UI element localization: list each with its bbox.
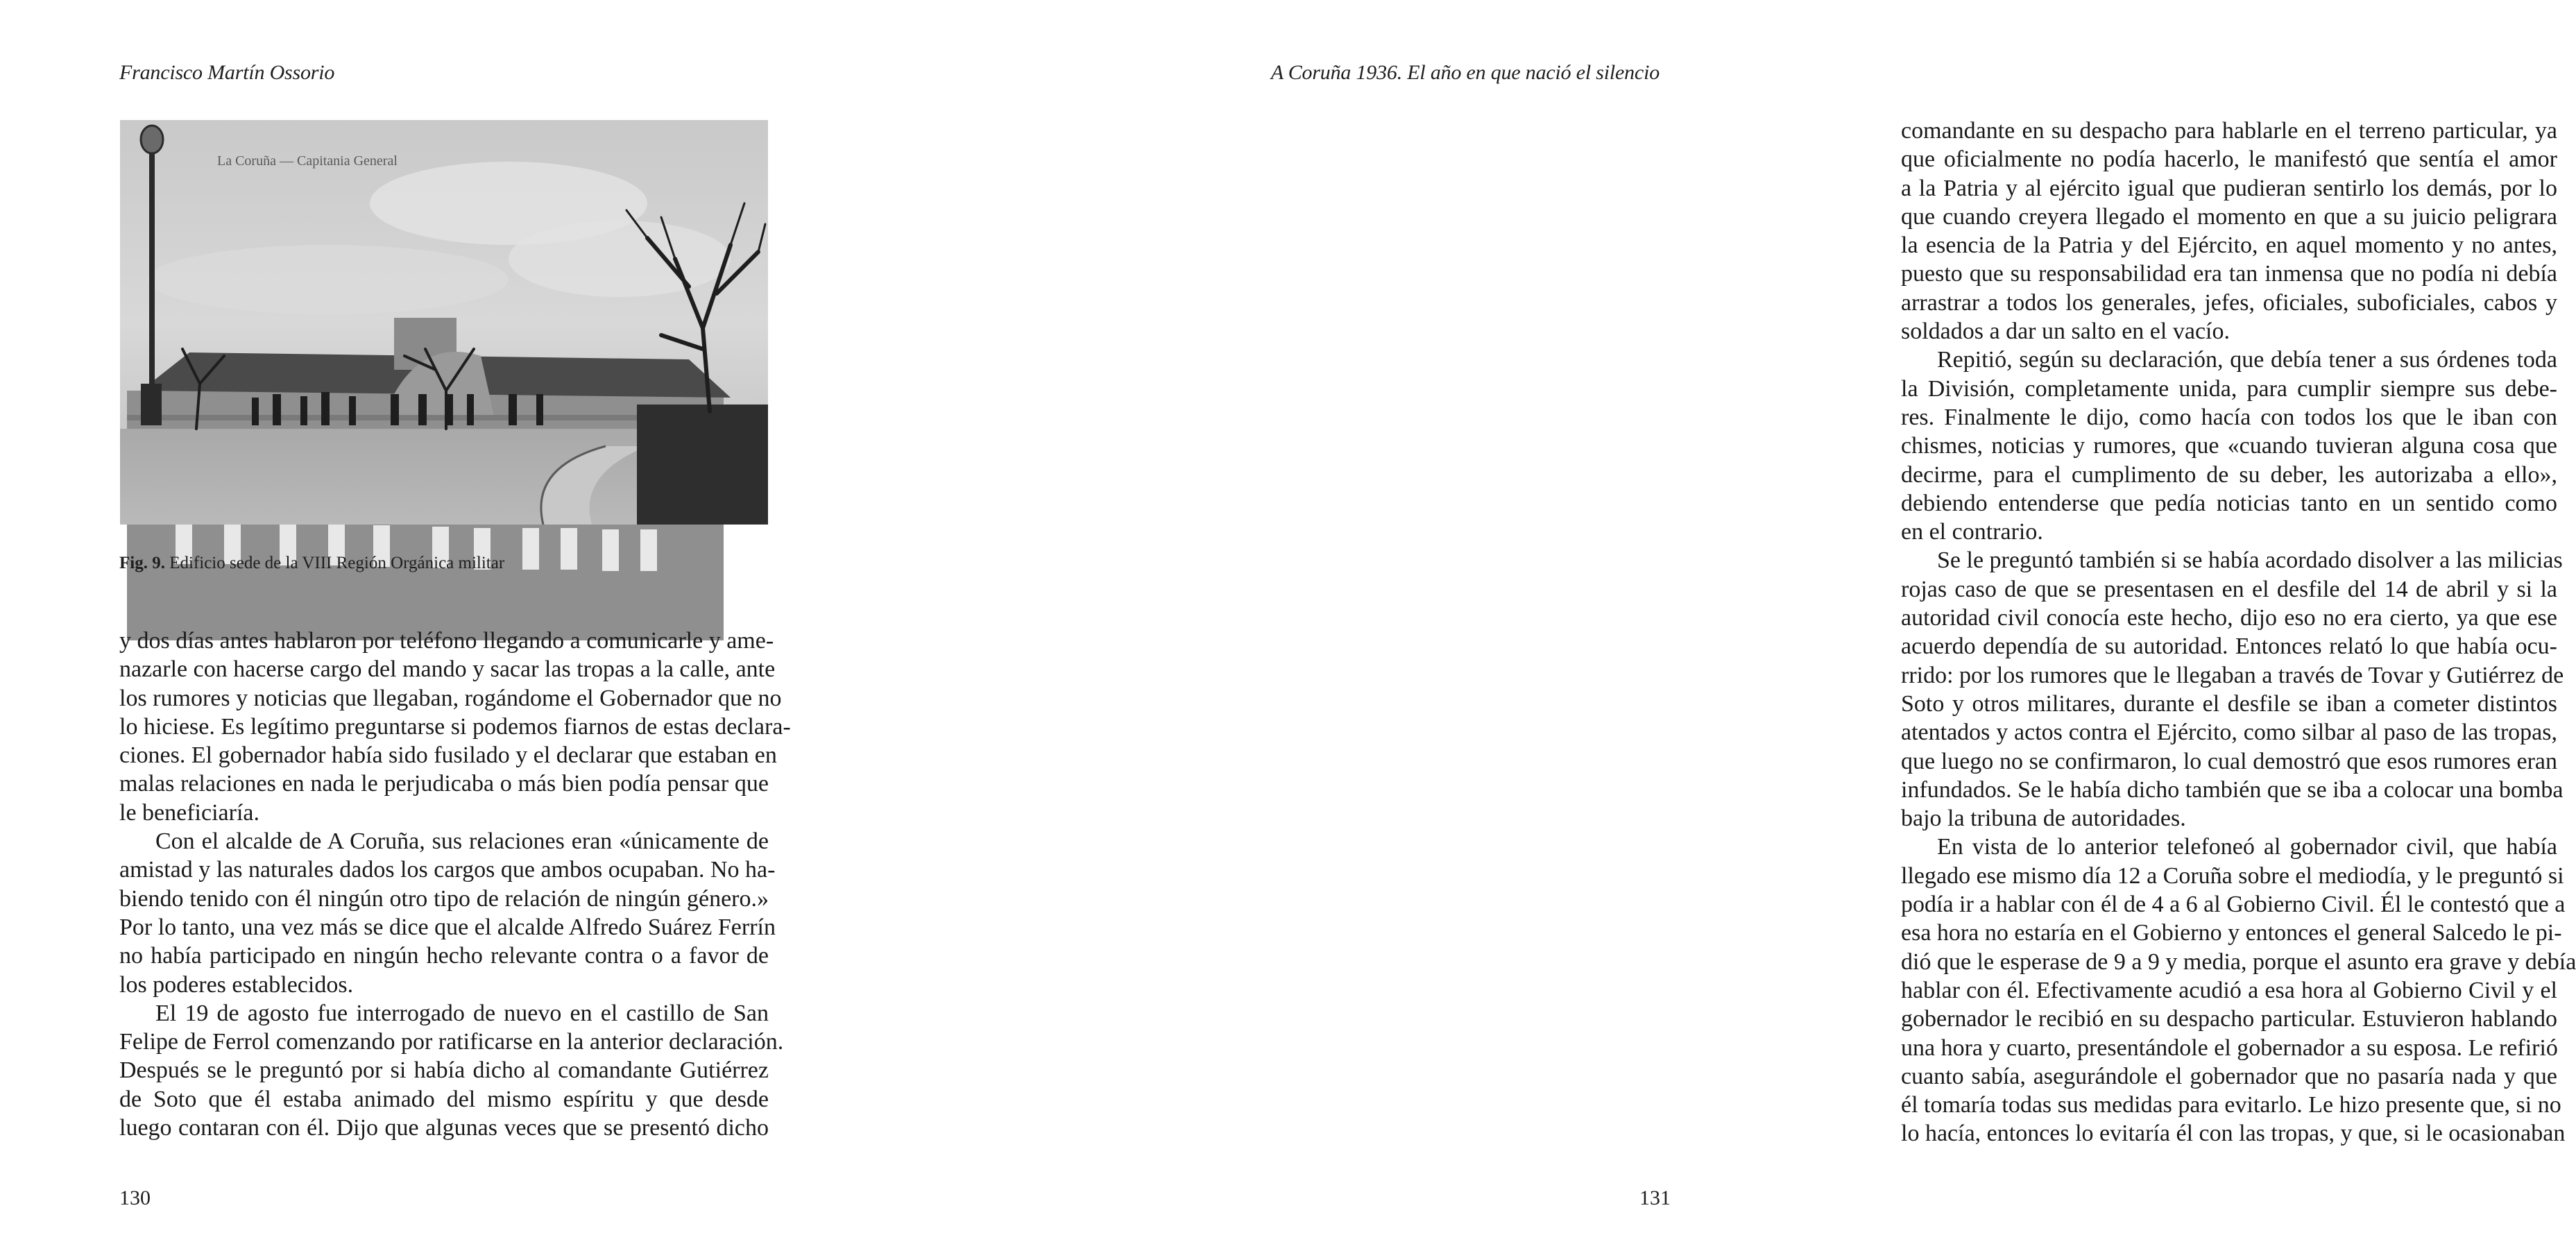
text-line: ciones. El gobernador había sido fusilado y el declarar que estaban en	[119, 742, 777, 769]
text-line: no había participado en ningún hecho relevante contra o a favor de	[119, 943, 769, 969]
text-line: rrido: por los rumores que le llegaban a través de Tovar y Gutiérrez de	[1901, 662, 2564, 688]
text-line: la esencia de la Patria y del Ejército, en aquel momento y no antes,	[1901, 232, 2557, 259]
text-line: en el contrario.	[1901, 519, 2043, 545]
left-body-text	[119, 627, 791, 1142]
text-line: Repitió, según su declaración, que debía tener a sus órdenes toda	[1937, 347, 2557, 373]
running-head-title: A Coruña 1936. El año en que nació el silencio	[1270, 61, 1660, 84]
text-line: comandante en su despacho para hablarle en el terreno particular, ya	[1901, 118, 2557, 144]
text-line: que cuando creyera llegado el momento en que a su juicio peligrara	[1901, 203, 2557, 230]
text-line: llegado ese mismo día 12 a Coruña sobre el mediodía, y le preguntó si	[1901, 862, 2564, 889]
text-line: autoridad civil conocía este hecho, dijo eso no era cierto, ya que ese	[1901, 605, 2557, 631]
text-line: de Soto que él estaba animado del mismo espíritu y que desde	[119, 1086, 769, 1112]
text-line: gobernador le recibió en su despacho particular. Estuvieron hablando	[1901, 1006, 2557, 1032]
text-line: lo hiciese. Es legítimo preguntarse si podemos fiarnos de estas declara-	[119, 713, 791, 740]
text-line: puesto que su responsabilidad era tan inmensa que no podía ni debía	[1901, 261, 2557, 287]
right-body-text	[1901, 117, 2576, 1148]
text-line: Soto y otros militares, durante el desfile se iban a cometer distintos	[1901, 690, 2557, 717]
text-line: El 19 de agosto fue interrogado de nuevo en el castillo de San	[155, 1000, 769, 1026]
text-line: amistad y las naturales dados los cargos que ambos ocupaban. No ha-	[119, 857, 776, 883]
text-line: él tomaría todas sus medidas para evitarlo. Le hizo presente que, si no	[1901, 1092, 2561, 1118]
text-line: los rumores y noticias que llegaban, rogándome el Gobernador que no	[119, 685, 782, 711]
figure-caption-text: Edificio sede de la VIII Región Orgánica militar	[164, 554, 505, 572]
text-line: a la Patria y al ejército igual que pudieran sentirlo los demás, por lo	[1901, 175, 2557, 201]
text-line: y dos días antes hablaron por teléfono llegando a comunicarle y ame-	[119, 628, 774, 654]
text-line: Se le preguntó también si se había acordado disolver a las milicias	[1937, 547, 2563, 574]
text-line: decirme, para el cumplimento de su deber, les autorizaba a ello»,	[1901, 461, 2557, 488]
text-line: los poderes establecidos.	[119, 971, 354, 998]
text-line: rojas caso de que se presentasen en el desfile del 14 de abril y si la	[1901, 576, 2557, 602]
text-line: soldados a dar un salto en el vacío.	[1901, 318, 2230, 345]
text-line: res. Finalmente le dijo, como hacía con todos los que le iban con	[1901, 404, 2557, 430]
text-line: bajo la tribuna de autoridades.	[1901, 806, 2186, 832]
text-line: acuerdo dependía de su autoridad. Entonces relató lo que había ocu-	[1901, 633, 2557, 660]
text-line: Felipe de Ferrol comenzando por ratificarse en la anterior declaración.	[119, 1029, 784, 1055]
text-line: chismes, noticias y rumores, que «cuando tuvieran alguna cosa que	[1901, 433, 2557, 459]
text-line: dió que le esperase de 9 a 9 y media, porque el asunto era grave y debía	[1901, 948, 2576, 975]
text-line: atentados y actos contra el Ejército, como silbar al paso de las tropas,	[1901, 720, 2557, 746]
text-line: malas relaciones en nada le perjudicaba o más bien podía pensar que	[119, 771, 769, 797]
running-head-author: Francisco Martín Ossorio	[119, 61, 335, 84]
text-line: arrastrar a todos los generales, jefes, oficiales, suboficiales, cabos y	[1901, 289, 2557, 316]
left-page	[0, 0, 888, 1260]
text-line: hablar con él. Efectivamente acudió a esa hora al Gobierno Civil y el	[1901, 977, 2557, 1003]
text-line: cuanto sabía, asegurándole el gobernador que no pasaría nada y que	[1901, 1063, 2557, 1089]
text-line: luego contaran con él. Dijo que algunas veces que se presentó dicho	[119, 1115, 769, 1141]
page-number-right: 131	[1639, 1186, 1671, 1209]
text-line: Por lo tanto, una vez más se dice que el alcalde Alfredo Suárez Ferrín	[119, 914, 776, 940]
page-number-left: 130	[119, 1186, 151, 1209]
text-line: lo hacía, entonces lo evitaría él con las tropas, y que, si le ocasionaban	[1901, 1121, 2566, 1147]
text-line: Con el alcalde de A Coruña, sus relaciones eran «únicamente de	[155, 828, 769, 855]
text-line: que luego no se confirmaron, lo cual demostró que esos rumores eran	[1901, 748, 2557, 774]
text-line: biendo tenido con él ningún otro tipo de relación de ningún género.»	[119, 885, 769, 912]
right-page	[888, 0, 2576, 1260]
text-line: En vista de lo anterior telefoneó al gobernador civil, que había	[1937, 834, 2557, 860]
text-line: infundados. Se le había dicho también que se iba a colocar una bomba	[1901, 776, 2564, 803]
text-line: debiendo entenderse que pedía noticias tanto en un sentido como	[1901, 490, 2557, 516]
figure-photo-capitania-general	[120, 120, 768, 525]
text-line: nazarle con hacerse cargo del mando y sacar las tropas a la calle, ante	[119, 656, 776, 683]
text-line: Después se le preguntó por si había dicho al comandante Gutiérrez	[119, 1057, 769, 1084]
text-line: podía ir a hablar con él de 4 a 6 al Gobierno Civil. Él le contestó que a	[1901, 892, 2566, 918]
text-line: le beneficiaría.	[119, 799, 259, 826]
text-line: una hora y cuarto, presentándole el gobernador a su esposa. Le refirió	[1901, 1035, 2558, 1061]
text-line: que oficialmente no podía hacerlo, le manifestó que sentía el amor	[1901, 146, 2557, 173]
postcard-title: La Coruña — Capitania General	[217, 153, 398, 169]
building-photo-illustration	[120, 120, 768, 525]
text-line: esa hora no estaría en el Gobierno y entonces el general Salcedo le pi-	[1901, 920, 2562, 946]
figure-caption	[119, 554, 504, 573]
text-line: la División, completamente unida, para cumplir siempre sus debe-	[1901, 375, 2557, 402]
figure-label: Fig. 9.	[119, 554, 165, 572]
